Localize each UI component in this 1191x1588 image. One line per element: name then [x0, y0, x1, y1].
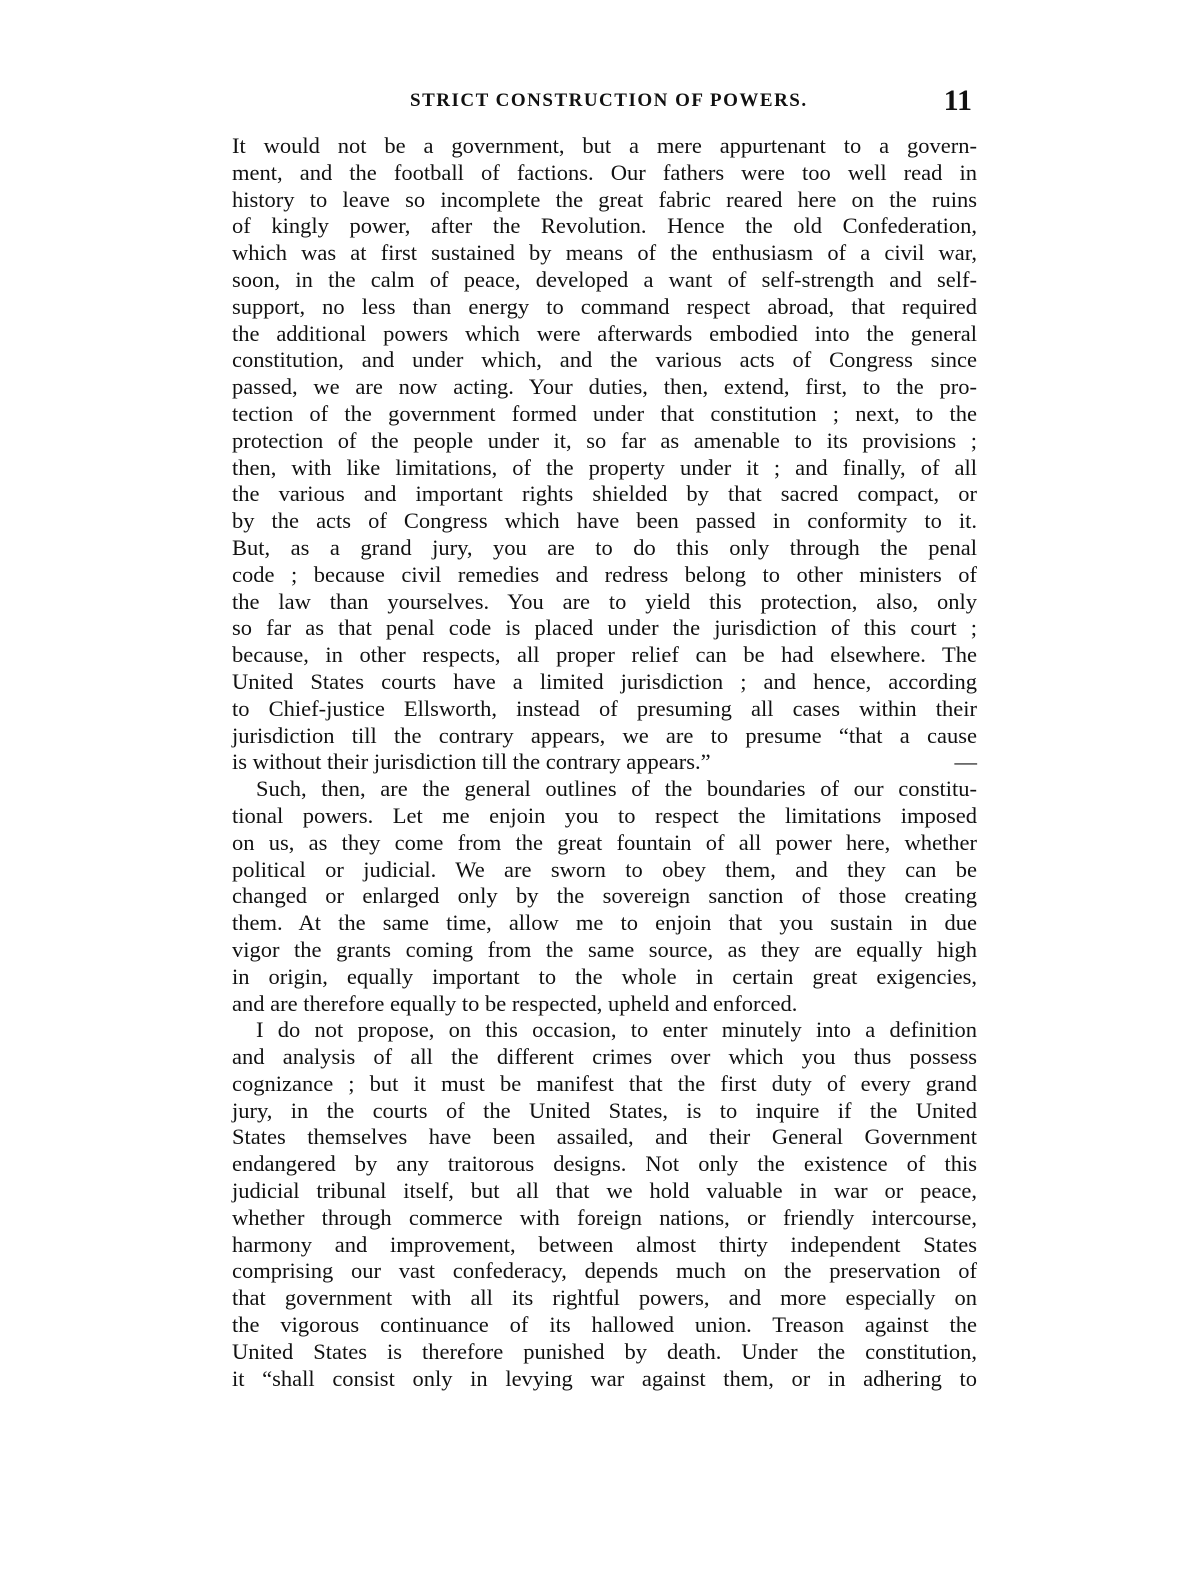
text-line: [232, 347, 977, 374]
line-text: the vigorous continuance of its hallowed union. Treason against the: [232, 1312, 977, 1338]
text-line: [232, 481, 977, 508]
text-line: [232, 374, 977, 401]
text-line: [232, 964, 977, 991]
text-line: [232, 535, 977, 562]
line-text: endangered by any traitorous designs. Not only the existence of this: [232, 1151, 977, 1177]
line-text: comprising our vast confederacy, depends much on the preservation of: [232, 1258, 977, 1284]
line-text: of kingly power, after the Revolution. Hence the old Confederation,: [232, 213, 977, 239]
text-line: [232, 642, 977, 669]
text-line: [232, 830, 977, 857]
text-line: [232, 749, 977, 776]
line-text: United States is therefore punished by death. Under the constitution,: [232, 1338, 977, 1364]
text-line: [232, 187, 977, 214]
line-text: But, as a grand jury, you are to do this only through the penal: [232, 534, 977, 560]
line-text: so far as that penal code is placed under the jurisdiction of this court ;: [232, 615, 977, 641]
text-line: [232, 1366, 977, 1393]
line-text: jurisdiction till the contrary appears, we are to presume “that a cause: [232, 722, 977, 748]
text-line: [232, 240, 977, 267]
text-line: [232, 776, 977, 803]
text-line: [232, 696, 977, 723]
text-line: [232, 883, 977, 910]
running-header: [234, 84, 972, 124]
text-line: [232, 455, 977, 482]
line-text: and analysis of all the different crimes over which you thus possess: [232, 1044, 977, 1070]
line-text: support, no less than energy to command respect abroad, that required: [232, 293, 977, 319]
text-line: [232, 160, 977, 187]
line-text: Such, then, are the general outlines of the boundaries of our constitu-: [256, 776, 977, 802]
line-text: it “shall consist only in levying war against them, or in adhering to: [232, 1365, 977, 1391]
line-text: then, with like limitations, of the property under it ; and finally, of all: [232, 454, 977, 480]
line-text: them. At the same time, allow me to enjoin that you sustain in due: [232, 910, 977, 936]
line-text: soon, in the calm of peace, developed a want of self-strength and self-: [232, 266, 977, 292]
line-text: the additional powers which were afterwards embodied into the general: [232, 320, 977, 346]
text-line: [232, 1285, 977, 1312]
line-text: and are therefore equally to be respected, upheld and enforced.: [232, 990, 798, 1016]
text-line: [232, 1151, 977, 1178]
line-text: tection of the government formed under that constitution ; next, to the: [232, 400, 977, 426]
text-line: [232, 589, 977, 616]
line-text: harmony and improvement, between almost thirty independent States: [232, 1231, 977, 1257]
line-text: in origin, equally important to the whole in certain great exigencies,: [232, 963, 977, 989]
text-line: [232, 615, 977, 642]
text-line: [232, 1017, 977, 1044]
text-line: [232, 857, 977, 884]
line-text: tional powers. Let me enjoin you to respect the limitations imposed: [232, 802, 977, 828]
text-line: [232, 508, 977, 535]
line-text: changed or enlarged only by the sovereign sanction of those creating: [232, 883, 977, 909]
line-text: cognizance ; but it must be manifest that the first duty of every grand: [232, 1070, 977, 1096]
line-text: code ; because civil remedies and redress belong to other ministers of: [232, 561, 977, 587]
line-text: It would not be a government, but a mere appurtenant to a govern-: [232, 133, 977, 158]
line-text: is without their jurisdiction till the contrary appears.”: [232, 749, 711, 775]
text-line: [232, 428, 977, 455]
line-text: constitution, and under which, and the various acts of Congress since: [232, 347, 977, 373]
line-text: political or judicial. We are sworn to obey them, and they can be: [232, 856, 977, 882]
line-text: because, in other respects, all proper relief can be had elsewhere. The: [232, 642, 977, 668]
text-line: [232, 213, 977, 240]
text-line: [232, 669, 977, 696]
text-line: [232, 1124, 977, 1151]
text-line: [232, 294, 977, 321]
line-text: jury, in the courts of the United States, is to inquire if the United: [232, 1097, 977, 1123]
text-line: [232, 321, 977, 348]
text-line: [232, 1044, 977, 1071]
line-text: States themselves have been assailed, and their General Government: [232, 1124, 977, 1150]
line-text: the various and important rights shielded by that sacred compact, or: [232, 481, 977, 507]
line-text: passed, we are now acting. Your duties, then, extend, first, to the pro-: [232, 374, 977, 400]
line-text: United States courts have a limited jurisdiction ; and hence, according: [232, 668, 977, 694]
text-line: [232, 267, 977, 294]
line-text: history to leave so incomplete the great fabric reared here on the ruins: [232, 186, 977, 212]
line-text: which was at first sustained by means of the enthusiasm of a civil war,: [232, 240, 977, 266]
text-line: [232, 1205, 977, 1232]
text-line: [232, 133, 977, 160]
line-text: to Chief-justice Ellsworth, instead of presuming all cases within their: [232, 695, 977, 721]
text-line: [232, 937, 977, 964]
text-line: [232, 910, 977, 937]
text-line: [232, 723, 977, 750]
line-text: judicial tribunal itself, but all that we hold valuable in war or peace,: [232, 1178, 977, 1204]
text-line: [232, 1312, 977, 1339]
line-text: protection of the people under it, so far as amenable to its provisions ;: [232, 427, 977, 453]
text-line: [232, 1071, 977, 1098]
line-text: by the acts of Congress which have been passed in conformity to it.: [232, 508, 977, 534]
line-text: ment, and the football of factions. Our fathers were too well read in: [232, 159, 977, 185]
text-line: [232, 1339, 977, 1366]
text-line: [232, 803, 977, 830]
line-text: on us, as they come from the great fountain of all power here, whether: [232, 829, 977, 855]
running-head-title: STRICT CONSTRUCTION OF POWERS.: [410, 90, 808, 111]
body-text: [232, 133, 977, 1392]
line-text: that government with all its rightful powers, and more especially on: [232, 1285, 977, 1311]
line-text: the law than yourselves. You are to yield this protection, also, only: [232, 588, 977, 614]
line-text: vigor the grants coming from the same source, as they are equally high: [232, 936, 977, 962]
line-text: whether through commerce with foreign nations, or friendly intercourse,: [232, 1204, 977, 1230]
page-number: 11: [943, 84, 972, 117]
text-line: [232, 1178, 977, 1205]
line-text: I do not propose, on this occasion, to enter minutely into a definition: [256, 1017, 977, 1043]
text-line: [232, 1098, 977, 1125]
text-line: [232, 1232, 977, 1259]
text-line: [232, 1258, 977, 1285]
text-line: [232, 401, 977, 428]
text-line: [232, 562, 977, 589]
text-line: [232, 991, 977, 1018]
margin-dash-mark: —: [954, 749, 977, 775]
